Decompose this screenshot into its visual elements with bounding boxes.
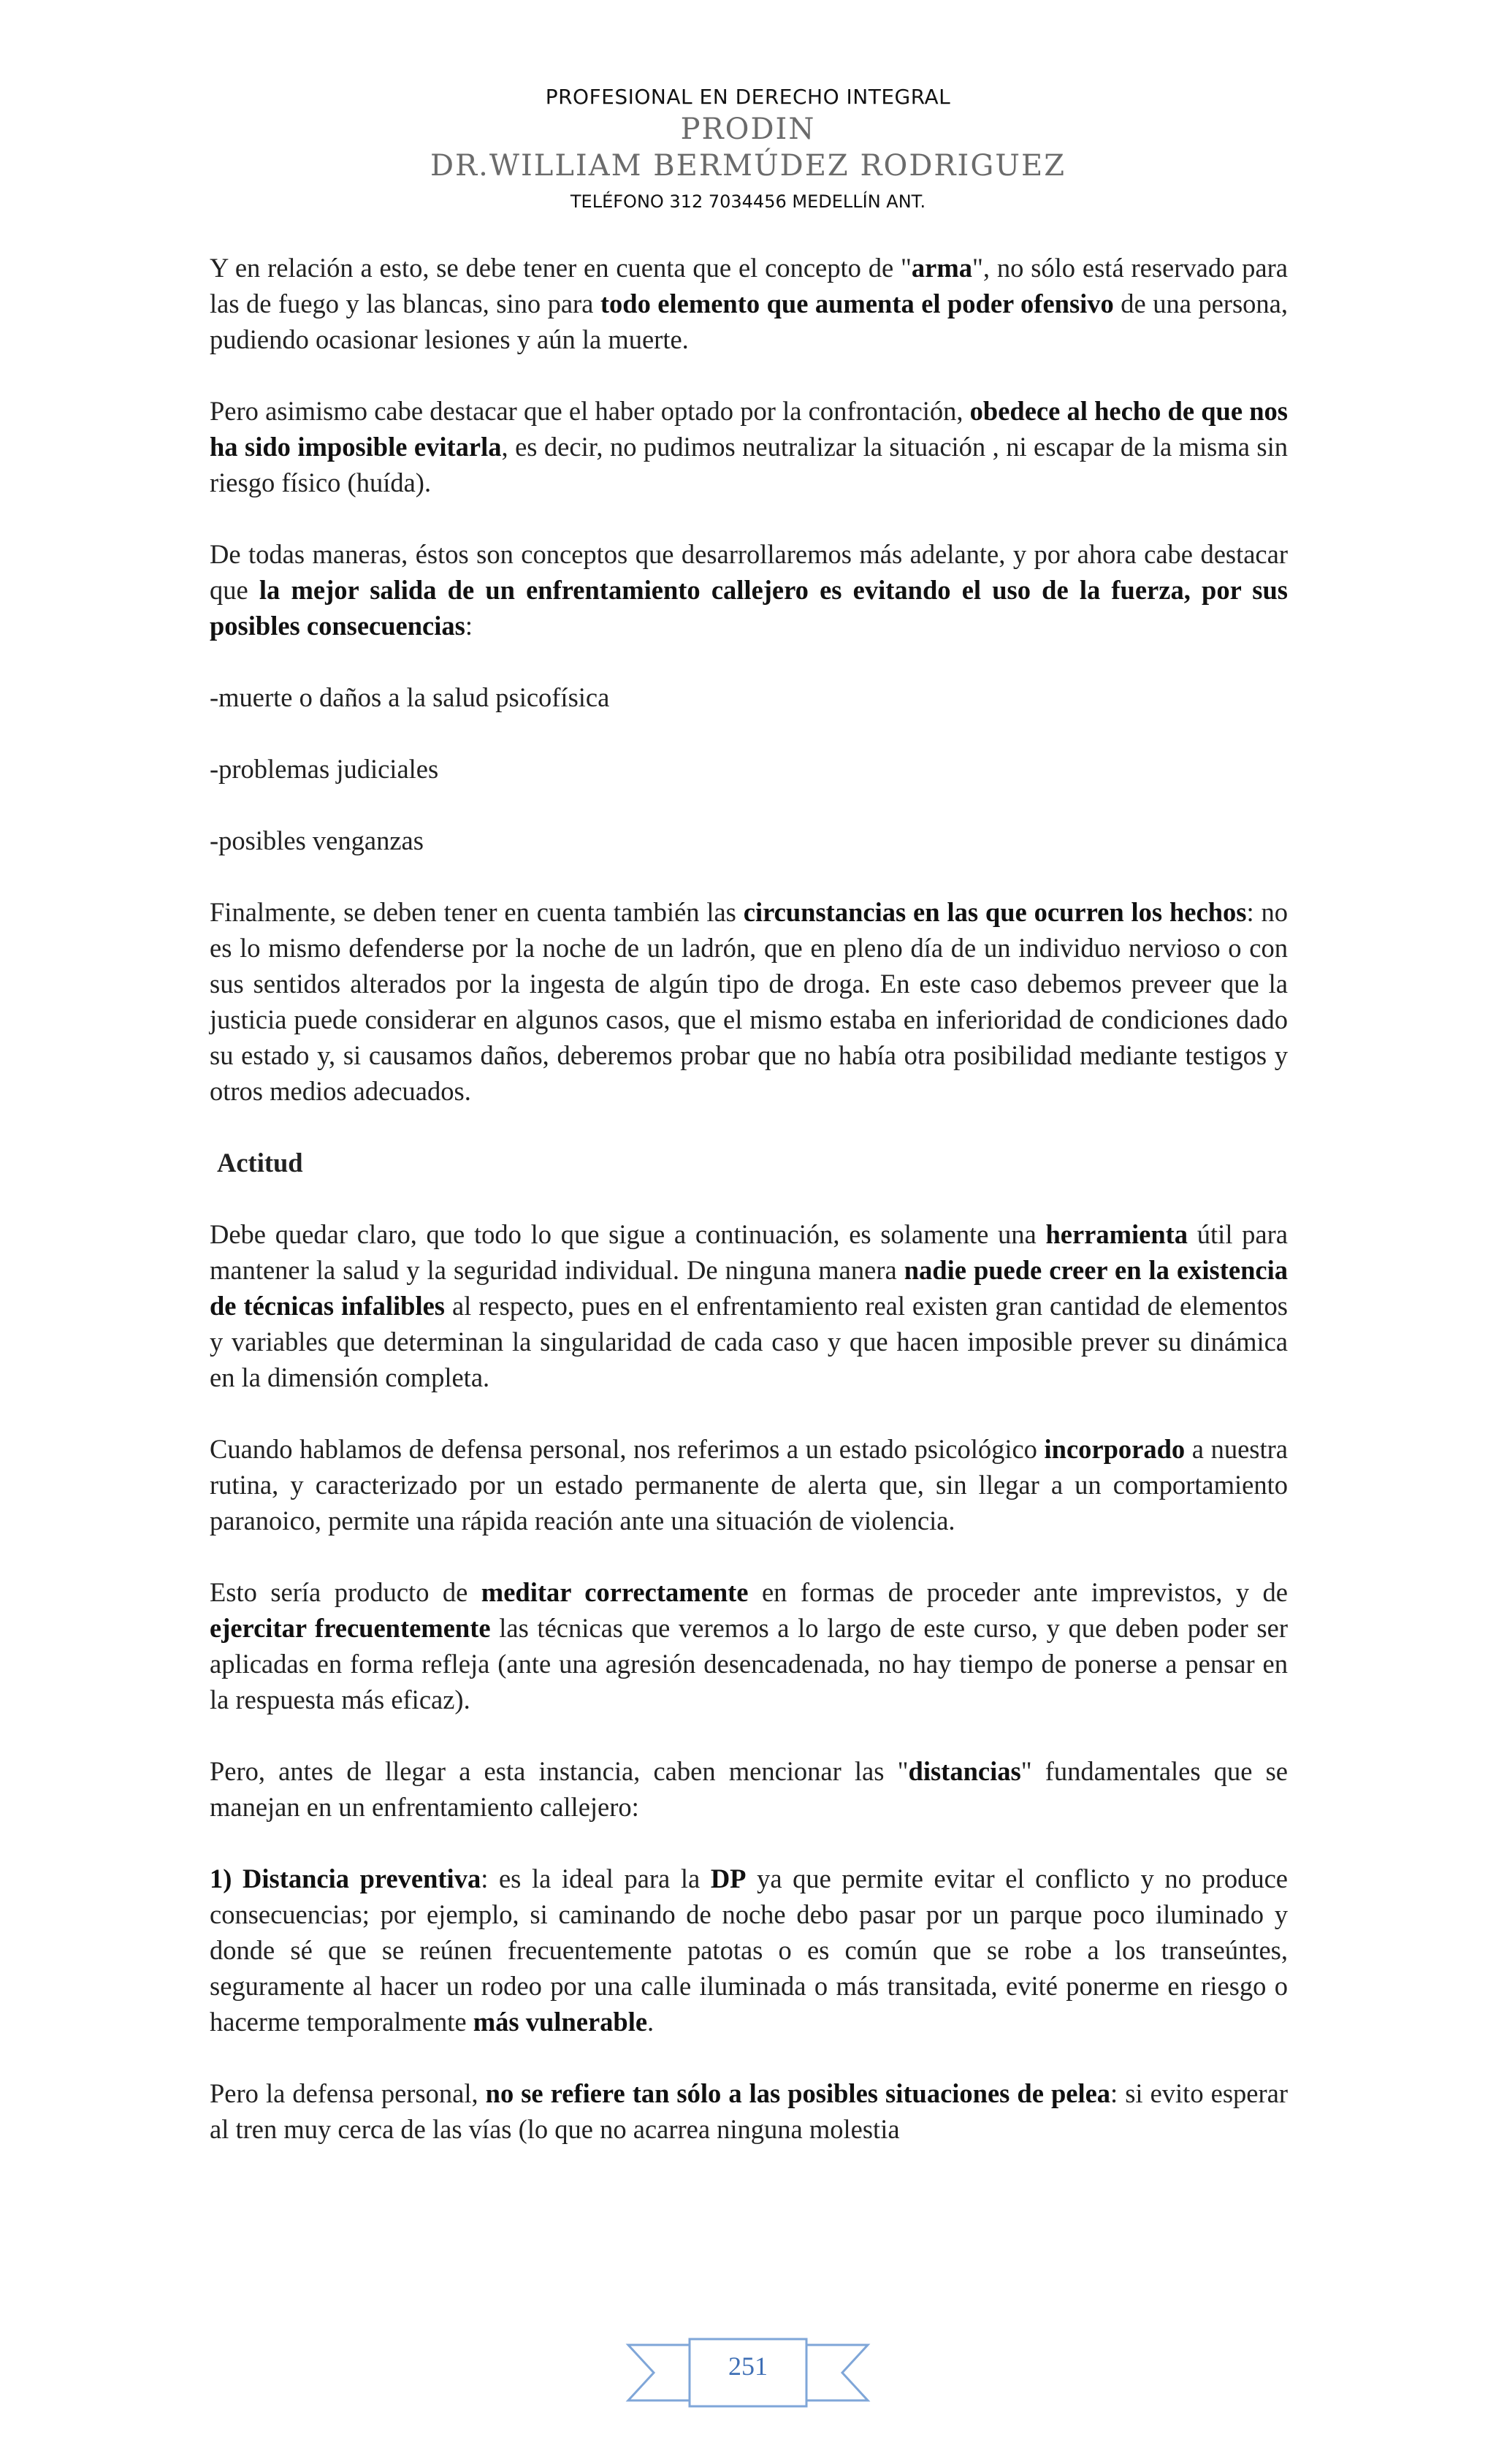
page-number: 251 [728,2352,768,2381]
list-item: -problemas judiciales [210,754,439,784]
paragraph-3: De todas maneras, éstos son conceptos que desarrollaremos más adelante, y por ahora cabe destacar que la mejor salida de un enfrentamiento callejero es evitando el uso de la fuerza, por sus posibles consecuencias: [210,539,1288,641]
header-firm-name: PROFESIONAL EN DERECHO INTEGRAL [545,85,951,109]
paragraph-6: Cuando hablamos de defensa personal, nos referimos a un estado psicológico incorporado a nuestra rutina, y caracterizado por un estado permanente de alerta que, sin llegar a un comportamiento paranoico, permite una rápida reación ante una situación de violencia. [210,1434,1288,1536]
paragraph-4: Finalmente, se deben tener en cuenta también las circunstancias en las que ocurren los hechos: no es lo mismo defenderse por la noche de un ladrón, que en pleno día de un individuo nervioso o con sus sentidos alterados por la ingesta de algún tipo de droga. En este caso debemos preveer que la justicia puede considerar en algunos casos, que el mismo estaba en inferioridad de condiciones dado su estado y, si causamos daños, deberemos probar que no había otra posibilidad mediante testigos y otros medios adecuados. [210,897,1288,1106]
paragraph-1: Y en relación a esto, se debe tener en cuenta que el concepto de "arma", no sólo está reservado para las de fuego y las blancas, sino para todo elemento que aumenta el poder ofensivo de una persona, pudiendo ocasionar lesiones y aún la muerte. [210,253,1288,354]
header-lawyer-name: DR.WILLIAM BERMÚDEZ RODRIGUEZ [430,149,1066,183]
paragraph-7: Esto sería producto de meditar correctamente en formas de proceder ante imprevistos, y de ejercitar frecuentemente las técnicas que veremos a lo largo de este curso, y que deben poder ser aplicadas en forma refleja (ante una agresión desencadenada, no hay tiempo de ponerse a pensar en la respuesta más eficaz). [210,1577,1288,1714]
paragraph-2: Pero asimismo cabe destacar que el haber optado por la confrontación, obedece al hecho de que nos ha sido imposible evitarla, es decir, no pudimos neutralizar la situación , ni escapar de la misma sin riesgo físico (huída). [210,396,1288,497]
header-acronym: PRODIN [680,112,816,146]
paragraph-5: Debe quedar claro, que todo lo que sigue a continuación, es solamente una herramienta útil para mantener la salud y la seguridad individual. De ninguna manera nadie puede creer en la existencia de técnicas infalibles al respecto, pues en el enfrentamiento real existen gran cantidad de elementos y variables que determinan la singularidad de cada caso y que hacen imposible prever su dinámica en la dimensión completa. [210,1219,1289,1392]
paragraph-9: 1) Distancia preventiva: es la ideal para la DP ya que permite evitar el conflicto y no produce consecuencias; por ejemplo, si caminando de noche debo pasar por un parque poco iluminado y donde sé que se reúnen frecuentemente patotas o es común que se robe a los transeúntes, seguramente al hacer un rodeo por una calle iluminada o más transitada, evité ponerme en riesgo o hacerme temporalmente más vulnerable. [210,1864,1289,2037]
body-text [210,250,1288,2183]
paragraph-10: Pero la defensa personal, no se refiere tan sólo a las posibles situaciones de pelea: si evito esperar al tren muy cerca de las vías (lo que no acarrea ninguna molestia [210,2078,1288,2144]
header-phone: TELÉFONO 312 7034456 MEDELLÍN ANT. [570,191,926,212]
list-item: -muerte o daños a la salud psicofísica [210,682,610,712]
paragraph-8: Pero, antes de llegar a esta instancia, caben mencionar las "distancias" fundamentales que se manejan en un enfrentamiento callejero: [210,1756,1288,1822]
section-heading: Actitud [217,1148,303,1178]
list-item: -posibles venganzas [210,825,424,855]
